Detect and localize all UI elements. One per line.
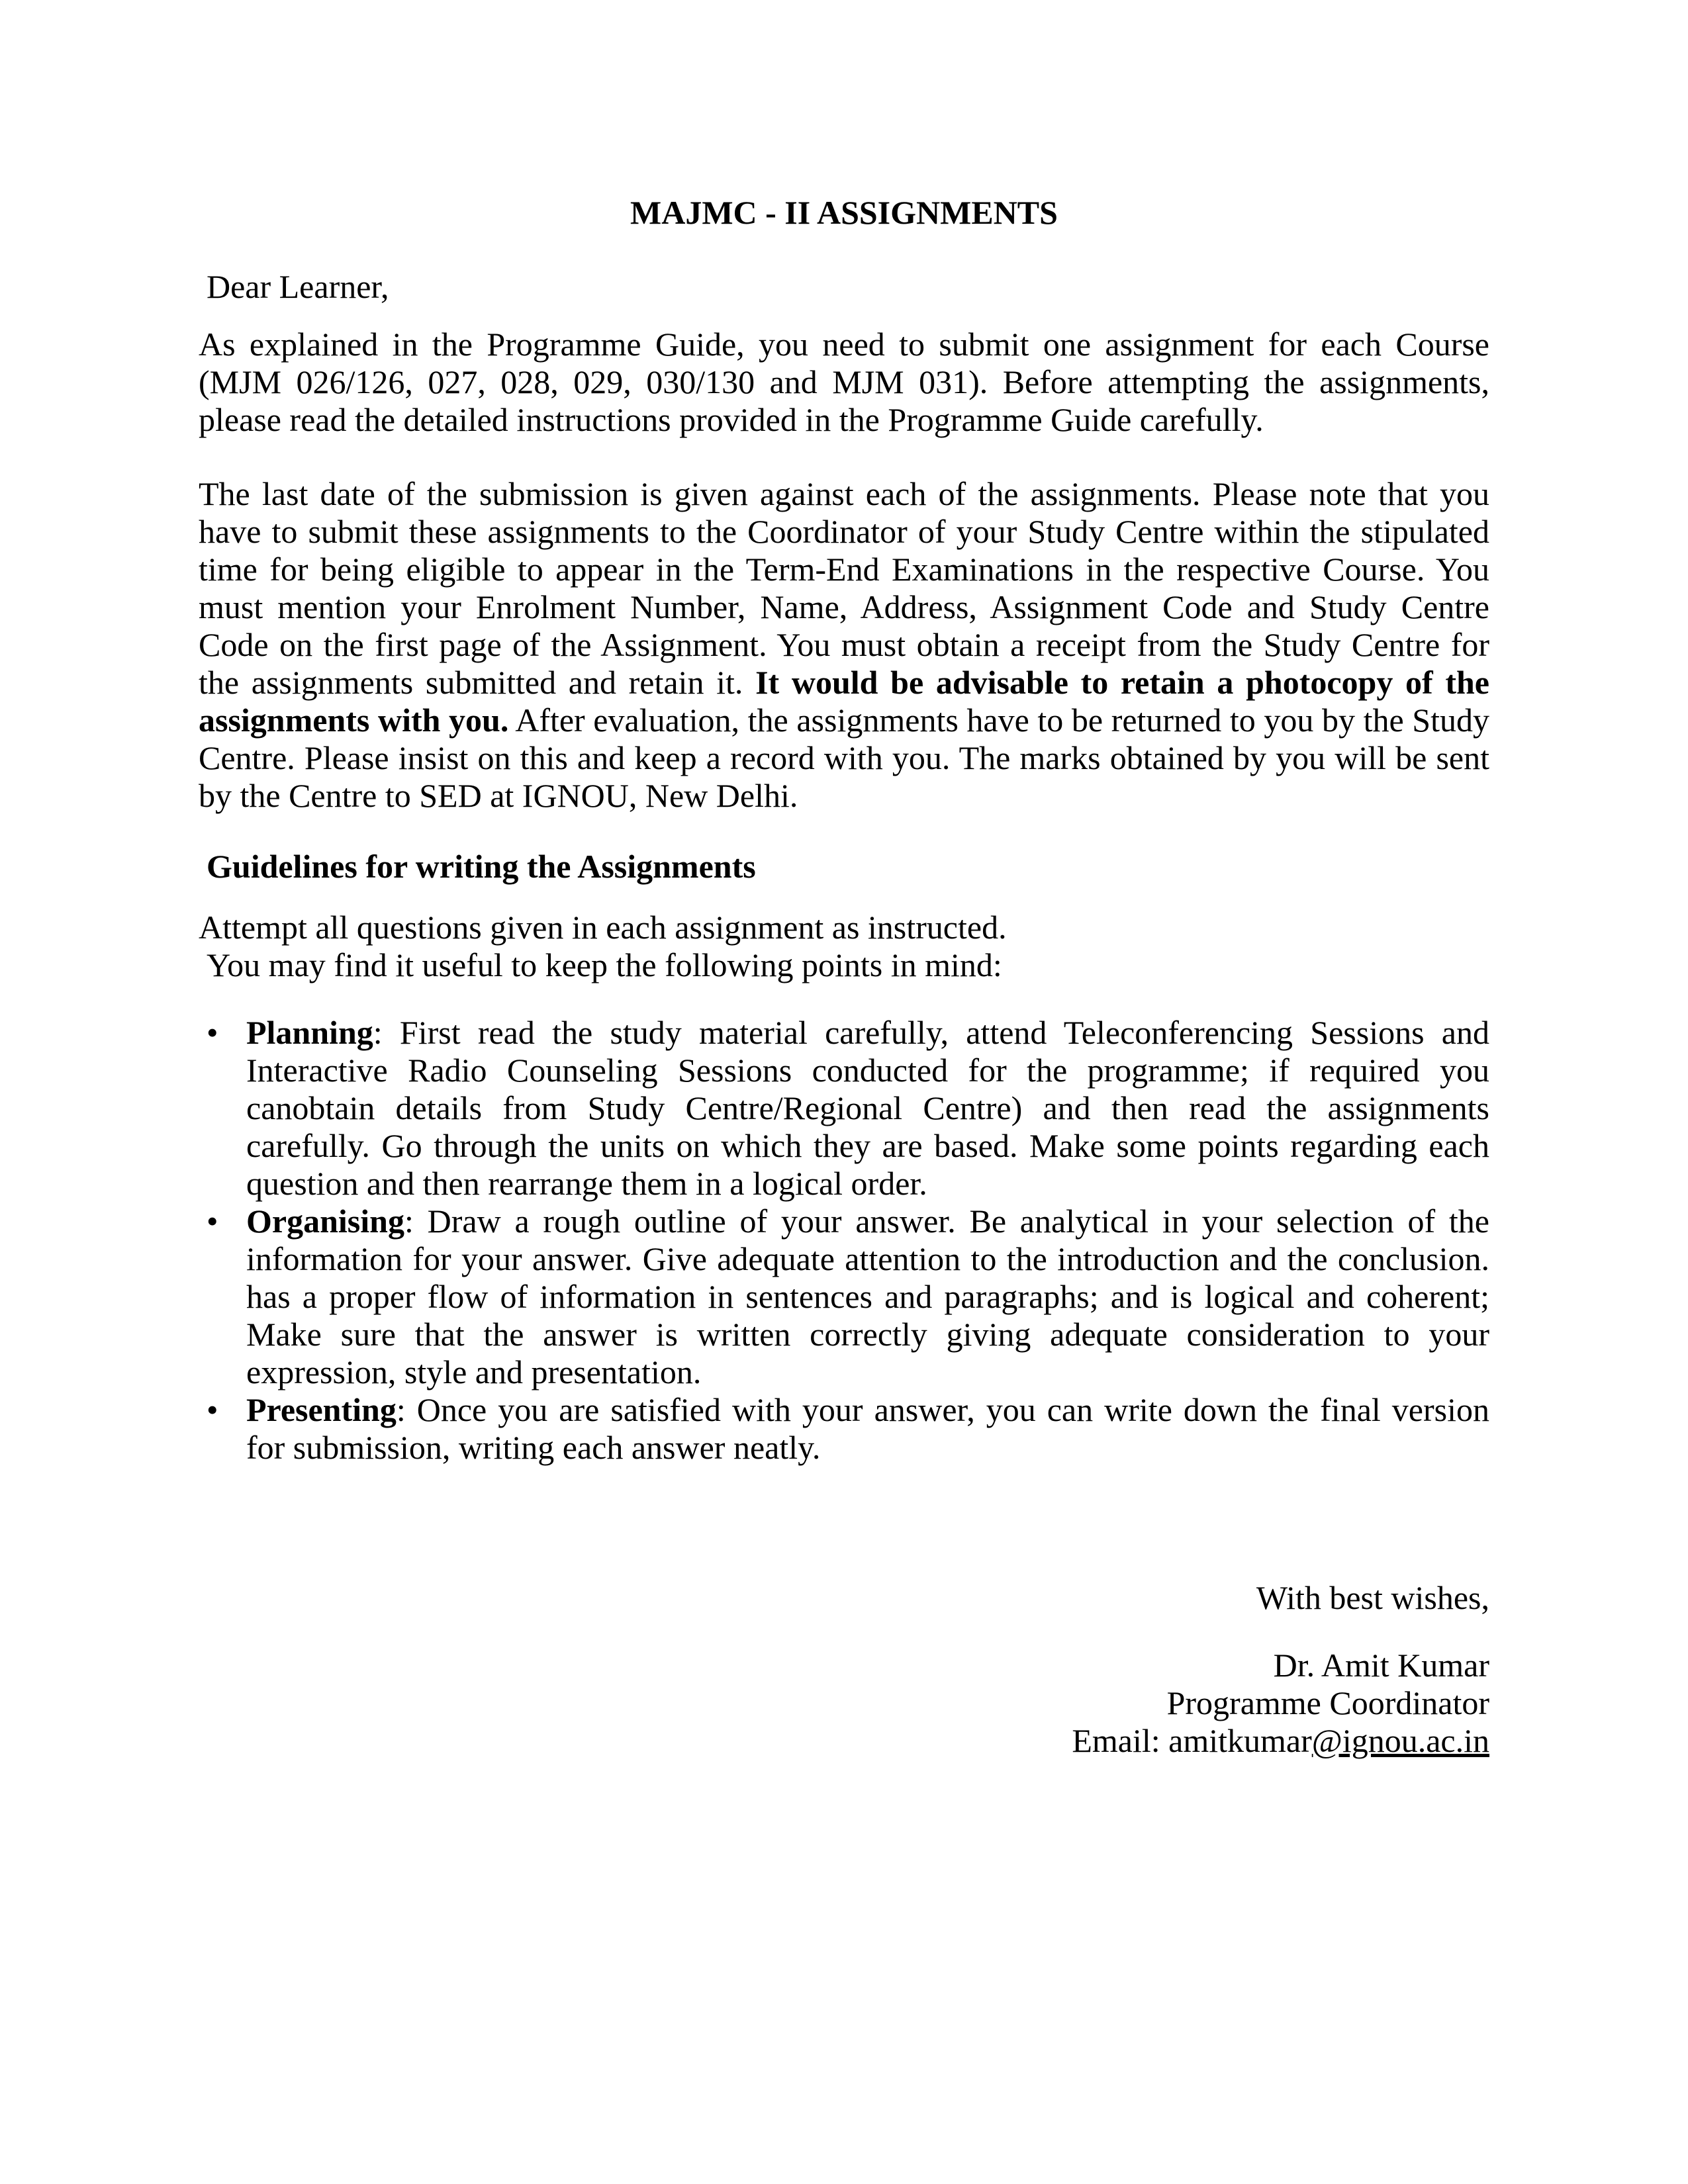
signature-block bbox=[199, 1579, 1489, 1760]
paragraph-submission-rules-bold-advice: It would be advisable to retain a photocopy of the assignments with you. bbox=[199, 664, 1489, 739]
bullet-dot-icon: • bbox=[207, 1014, 218, 1051]
paragraph-submission-rules bbox=[199, 475, 1489, 815]
bullet-dot-icon: • bbox=[207, 1391, 218, 1428]
signature-name: Dr. Amit Kumar bbox=[1273, 1647, 1489, 1684]
paragraph-submission-rules-continuation: After evaluation, the assignments have to be returned to you by the Study Centre. Please insist on this and keep a record with you. The marks obtained by you will be sent by the Centre to SED at IGNOU, New Delhi. bbox=[199, 702, 1489, 814]
bullet-organising-text: : Draw a rough outline of your answer. Be analytical in your selection of the information for your answer. Give adequate attention to the introduction and the conclusion. has a proper flow of information in sentences and paragraphs; and is logical and coherent; Make sure that the answer is written correctly giving adequate consideration to your expression, style and presentation. bbox=[246, 1203, 1489, 1390]
bullet-planning-text: : First read the study material carefully, attend Teleconferencing Sessions and Interactive Radio Counseling Sessions conducted for the programme; if required you canobtain details from Study Centre/Regional Centre) and then read the assignments carefully. Go through the units on which they are based. Make some points regarding each question and then rearrange them in a logical order. bbox=[246, 1014, 1489, 1202]
paragraph-intro: As explained in the Programme Guide, you need to submit one assignment for each Course (MJM 026/126, 027, 028, 029, 030/130 and MJM 031). Before attempting the assignments, please read the detailed instructions provided in the Programme Guide carefully. bbox=[199, 326, 1489, 438]
guidelines-intro-line1: Attempt all questions given in each assignment as instructed. bbox=[199, 909, 1007, 946]
bullet-presenting bbox=[199, 1391, 1489, 1467]
page-title: MAJMC - II ASSIGNMENTS bbox=[630, 194, 1058, 231]
bullet-planning bbox=[199, 1014, 1489, 1203]
email-prefix: Email: amitkumar bbox=[1072, 1722, 1312, 1759]
guidelines-intro-line2: You may find it useful to keep the following points in mind: bbox=[207, 946, 1002, 983]
salutation: Dear Learner, bbox=[207, 268, 389, 305]
guidelines-heading: Guidelines for writing the Assignments bbox=[207, 848, 756, 885]
bullet-organising bbox=[199, 1203, 1489, 1391]
email-link[interactable]: @ignou.ac.in bbox=[1311, 1722, 1489, 1759]
bullet-presenting-label: Presenting bbox=[246, 1391, 397, 1428]
bullet-presenting-text: : Once you are satisfied with your answer, you can write down the final version for submission, writing each answer neatly. bbox=[246, 1391, 1489, 1466]
guidelines-bullet-list bbox=[199, 1014, 1489, 1467]
signature-gap bbox=[199, 1617, 1489, 1647]
bullet-dot-icon: • bbox=[207, 1203, 218, 1240]
paragraph-submission-rules-text: The last date of the submission is given against each of the assignments. Please note that you have to submit these assignments to the Coordinator of your Study Centre within the stipulated time for being eligible to appear in the Term-End Examinations in the respective Course. You must mention your Enrolment Number, Name, Address, Assignment Code and Study Centre Code on the first page of the Assignment. You must obtain a receipt from the Study Centre for the assignments submitted and retain it. bbox=[199, 475, 1489, 701]
document-content bbox=[199, 194, 1489, 1760]
closing-line: With best wishes, bbox=[1256, 1579, 1489, 1616]
signature-role: Programme Coordinator bbox=[1166, 1684, 1489, 1721]
signature-email-line bbox=[199, 1722, 1489, 1760]
bullet-planning-label: Planning bbox=[246, 1014, 373, 1051]
bullet-organising-label: Organising bbox=[246, 1203, 404, 1240]
